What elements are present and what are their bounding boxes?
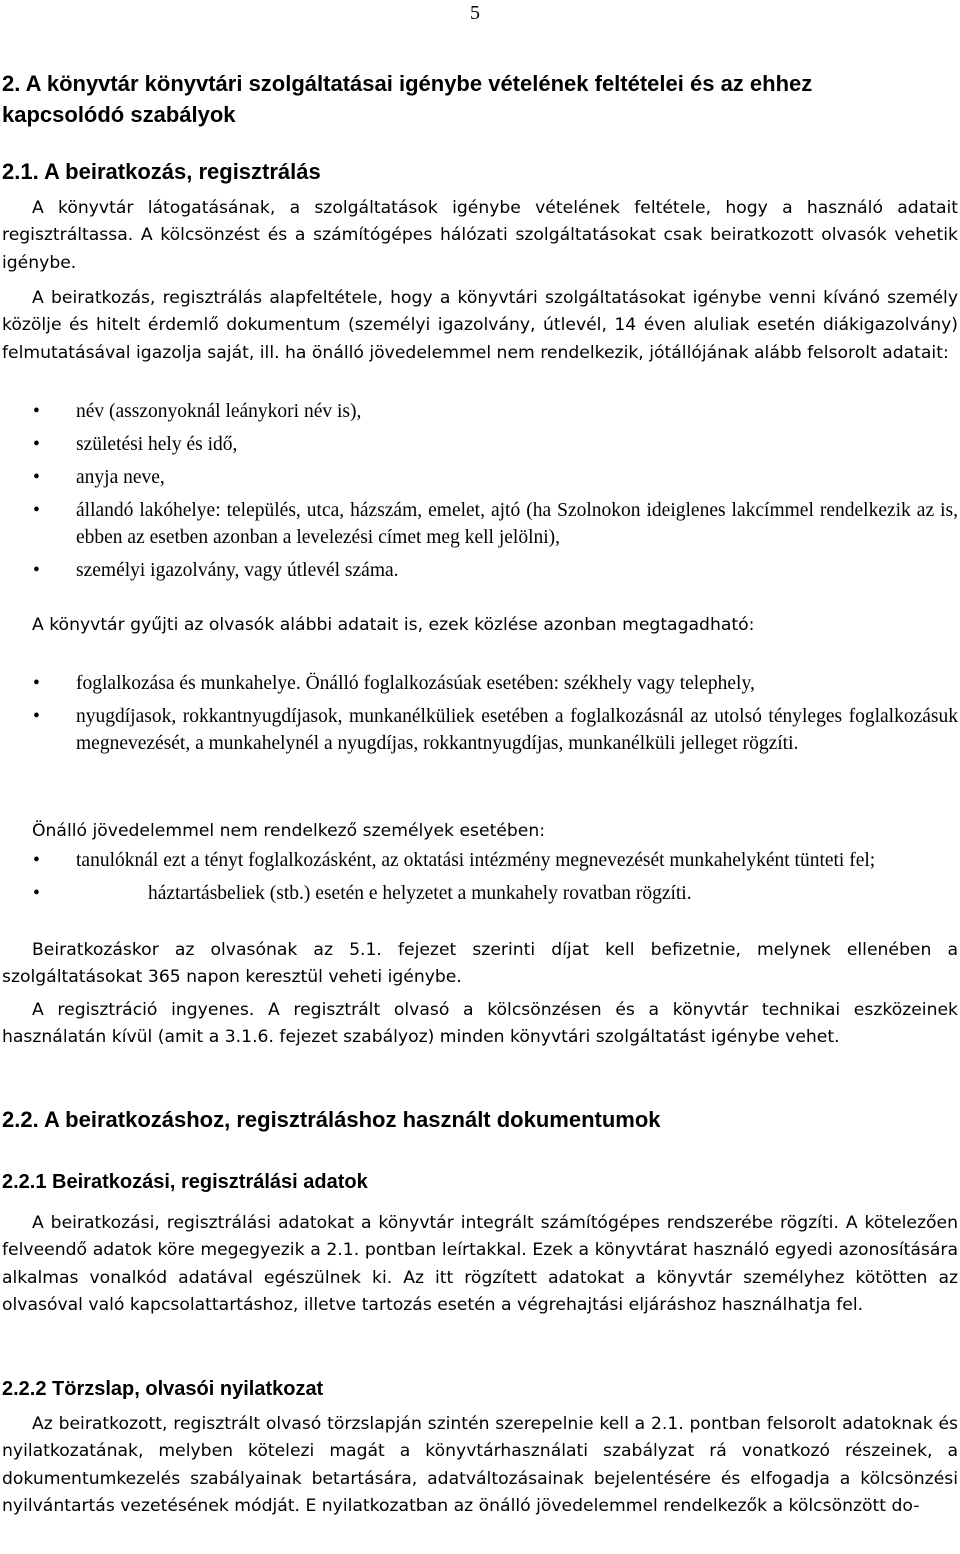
bullet-icon: • [33, 434, 40, 455]
list-item: • foglalkozása és munkahelye. Önálló foglalkozásúak esetében: székhely vagy telephely, [0, 670, 958, 697]
bullet-icon: • [33, 467, 40, 488]
list-item: • háztartásbeliek (stb.) esetén e helyzetet a munkahely rovatban rögzíti. [0, 880, 958, 907]
bullet-icon: • [33, 706, 40, 727]
page-number: 5 [470, 2, 480, 24]
bullet-icon: • [33, 673, 40, 694]
personal-data-list [0, 398, 958, 590]
list-item: • állandó lakóhelye: település, utca, házszám, emelet, ajtó (ha Szolnokon ideiglenes lakcímmel rendelkezik az is, ebben az esetben azonban a levelezési címet meg kell jelölni), [0, 497, 958, 551]
bullet-icon: • [33, 500, 40, 521]
bullet-icon: • [33, 560, 40, 581]
bullet-icon: • [33, 401, 40, 422]
section-2-2-2-paragraph: Az beiratkozott, regisztrált olvasó törzslapján szintén szerepelnie kell a 2.1. pontban felsorolt adatoknak és nyilatkozatának, melyben kötelezi magát a könyvtárhasználati szabályzat rá vonatkozó részeinek, a dokumentumkezelés szabályainak betartására, adatváltozásainak bejelentésére és elfogadja a kölcsönzési nyilvántartás vezetésének módját. E nyilatkozatban az önálló jövedelemmel rendelkezők a kölcsönzött do- [2, 1414, 958, 1516]
section-2-2-2-heading: 2.2.2 Törzslap, olvasói nyilatkozat [2, 1378, 324, 1400]
list-item: • név (asszonyoknál leánykori név is), [0, 398, 958, 425]
section-2-2-heading: 2.2. A beiratkozáshoz, regisztráláshoz használt dokumentumok [2, 1107, 661, 1132]
section-2-1-paragraph-1: A könyvtár látogatásának, a szolgáltatások igénybe vételének feltétele, hogy a használó adatait regisztráltassa. A kölcsönzést és a számítógépes hálózati szolgáltatásokat csak beiratkozott olvasók vehetik igénybe. [2, 198, 958, 273]
section-2-1-paragraph-4: Önálló jövedelemmel nem rendelkező személyek esetében: [32, 821, 546, 841]
section-2-1-heading: 2.1. A beiratkozás, regisztrálás [2, 159, 321, 184]
section-2-heading [2, 68, 952, 130]
list-item: • nyugdíjasok, rokkantnyugdíjasok, munkanélküliek esetében a foglalkozásnál az utolsó tényleges foglalkozásuk megnevezését, a munkahelynél a nyugdíjas, rokkantnyugdíjas, munkanélküli jelleget rögzíti. [0, 703, 958, 757]
section-2-title-line1: 2. A könyvtár könyvtári szolgáltatásai igénybe vételének feltételei és az ehhez [2, 71, 813, 96]
section-2-1-paragraph-5: Beiratkozáskor az olvasónak az 5.1. fejezet szerinti díjat kell befizetnie, melynek ellenében a szolgáltatásokat 365 napon keresztül veheti igénybe. [2, 940, 958, 988]
no-income-list [0, 847, 958, 913]
optional-data-list [0, 670, 958, 763]
bullet-icon: • [33, 850, 40, 871]
list-item: • személyi igazolvány, vagy útlevél száma. [0, 557, 958, 584]
list-item: • születési hely és idő, [0, 431, 958, 458]
list-item: • tanulóknál ezt a tényt foglalkozásként, az oktatási intézmény megnevezését munkahelyként tünteti fel; [0, 847, 958, 874]
section-2-1-paragraph-3: A könyvtár gyűjti az olvasók alábbi adatait is, ezek közlése azonban megtagadható: [32, 615, 755, 635]
bullet-icon: • [33, 883, 40, 904]
section-2-title-line2: kapcsolódó szabályok [2, 102, 236, 127]
section-2-1-paragraph-6: A regisztráció ingyenes. A regisztrált olvasó a kölcsönzésen és a könyvtár technikai eszközeinek használatán kívül (amit a 3.1.6. fejezet szabályoz) minden könyvtári szolgáltatást igénybe vehet. [2, 1000, 958, 1048]
section-2-1-paragraph-2: A beiratkozás, regisztrálás alapfeltétele, hogy a könyvtári szolgáltatásokat igénybe venni kívánó személy közölje és hitelt érdemlő dokumentum (személyi igazolvány, útlevél, 14 éven aluliak esetén diákigazolvány) felmutatásával igazolja saját, ill. ha önálló jövedelemmel nem rendelkezik, jótállójának alább felsorolt adatait: [2, 288, 958, 363]
section-2-2-1-heading: 2.2.1 Beiratkozási, regisztrálási adatok [2, 1171, 368, 1193]
section-2-2-1-paragraph: A beiratkozási, regisztrálási adatokat a könyvtár integrált számítógépes rendszerébe rögzíti. A kötelezően felveendő adatok köre megegyezik a 2.1. pontban leírtakkal. Ezek a könyvtárat használó egyedi azonosítására alkalmas vonalkód adatával egészülnek ki. Az itt rögzített adatokat a könyvtár személyhez kötötten az olvasóval való kapcsolattartáshoz, illetve tartozás esetén a végrehajtási eljáráshoz használhatja fel. [2, 1213, 958, 1315]
list-item: • anyja neve, [0, 464, 958, 491]
